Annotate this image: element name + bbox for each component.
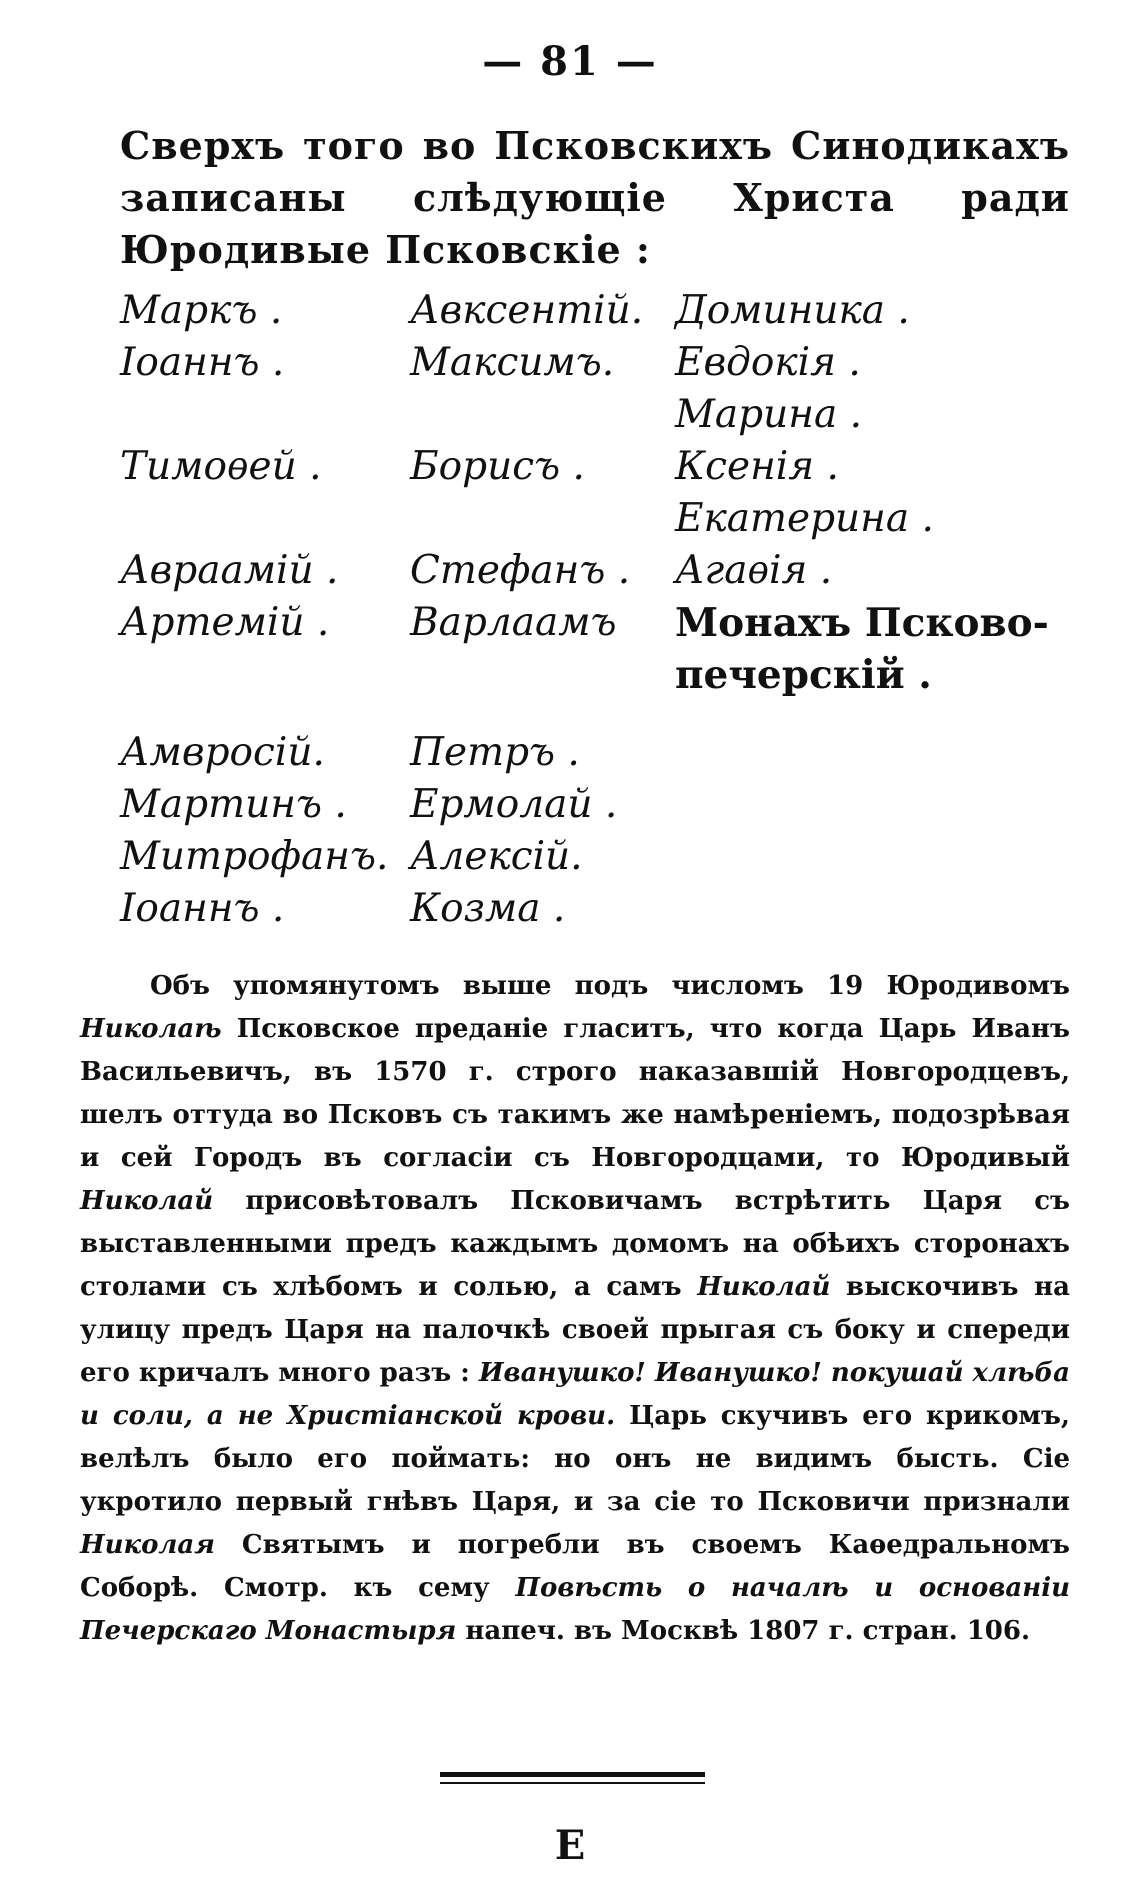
name-col1: Маркъ . <box>120 288 283 333</box>
name-col3: Агаѳія . <box>675 548 833 593</box>
names-row <box>120 340 1080 392</box>
names-row <box>120 886 1080 938</box>
name-col1: Митрофанъ. <box>120 834 389 879</box>
intro-paragraph: Сверхъ того во Псковскихъ Синодикахъ записаны слѣдующіе Христа ради Юродивые Псковскіе : <box>120 123 1070 272</box>
note-text: Псковское преданіе гласитъ, что когда Царь Иванъ Васильевичъ, въ 1570 г. строго наказавшій Новгородцевъ, шелъ оттуда во Псковъ съ такимъ же намѣреніемъ, подозрѣвая и сей Городъ въ согласіи съ Новгородцами, то Юродивый <box>80 1014 1070 1173</box>
footnote-paragraph <box>80 965 1070 1653</box>
name-col1: Іоаннъ . <box>120 340 285 385</box>
name-col2: Ермолай . <box>410 782 618 827</box>
name-col1: Тимоѳей . <box>120 444 322 489</box>
name-col2: Варлаамъ <box>410 600 617 645</box>
name-col2: Максимъ. <box>410 340 615 385</box>
note-name: Николая <box>80 1530 215 1560</box>
page-number: — 81 — <box>482 38 658 85</box>
names-row <box>120 730 1080 782</box>
closing-rule-thin <box>440 1782 705 1784</box>
names-row <box>120 782 1080 834</box>
names-row <box>120 392 1080 444</box>
names-row <box>120 834 1080 886</box>
name-col1: Амвросій. <box>120 730 325 775</box>
names-row <box>120 496 1080 548</box>
name-col3: Евдокія . <box>675 340 861 385</box>
name-col3: печерскій . <box>675 652 932 698</box>
name-col1: Іоаннъ . <box>120 886 285 931</box>
name-col3: Доминика . <box>675 288 910 333</box>
name-col1: Мартинъ . <box>120 782 347 827</box>
names-row <box>120 444 1080 496</box>
name-col3: Марина . <box>675 392 863 437</box>
name-col3: Ксенія . <box>675 444 839 489</box>
note-text: напеч. въ Москвѣ 1807 г. стран. 106. <box>465 1616 1031 1646</box>
names-row <box>120 288 1080 340</box>
note-name: Николай <box>80 1186 214 1216</box>
closing-rule <box>440 1772 705 1777</box>
name-col2: Стефанъ . <box>410 548 631 593</box>
note-text: Царь скучивъ его крикомъ, велѣлъ было его поймать: но онъ не видимъ бысть. Сіе укротило первый гнѣвъ Царя, и за сіе то Псковичи признали <box>80 1401 1070 1517</box>
note-name: Николаѣ <box>80 1014 222 1044</box>
name-col3: Монахъ Псково- <box>675 600 1049 646</box>
name-col2: Борисъ . <box>410 444 585 489</box>
signature-mark: Е <box>554 1822 586 1869</box>
note-text: выскочивъ на улицу предъ Царя на палочкѣ своей прыгая съ боку и спереди его кричалъ много разъ : <box>80 1272 1070 1388</box>
name-col1: Авраамій . <box>120 548 339 593</box>
name-col2: Алексій. <box>410 834 583 879</box>
note-name: Николай <box>697 1272 831 1302</box>
name-col2: Козма . <box>410 886 566 931</box>
name-col2: Петръ . <box>410 730 580 775</box>
note-quote: Иванушко! Иванушко! покушай хлѣба и соли, а не Христіанской крови. <box>80 1358 1070 1431</box>
name-col1: Артемій . <box>120 600 330 645</box>
names-row <box>120 652 1080 704</box>
name-col2: Авксентій. <box>410 288 644 333</box>
names-list <box>120 288 1080 938</box>
names-row <box>120 600 1080 652</box>
note-text: Объ упомянутомъ выше подъ числомъ 19 Юродивомъ <box>150 971 1070 1001</box>
note-text: присовѣтовалъ Псковичамъ встрѣтить Царя съ выставленными предъ каждымъ домомъ на обѣихъ сторонахъ столами съ хлѣбомъ и солью, а самъ <box>80 1186 1070 1302</box>
names-gap <box>120 704 1080 730</box>
name-col3: Екатерина . <box>675 496 934 541</box>
names-row <box>120 548 1080 600</box>
note-text: Святымъ и погребли въ своемъ Каѳедральномъ Соборѣ. Смотр. къ сему <box>80 1530 1070 1603</box>
note-book-title: Повѣсть о началѣ и основаніи Печерскаго Монастыря <box>80 1573 1071 1646</box>
